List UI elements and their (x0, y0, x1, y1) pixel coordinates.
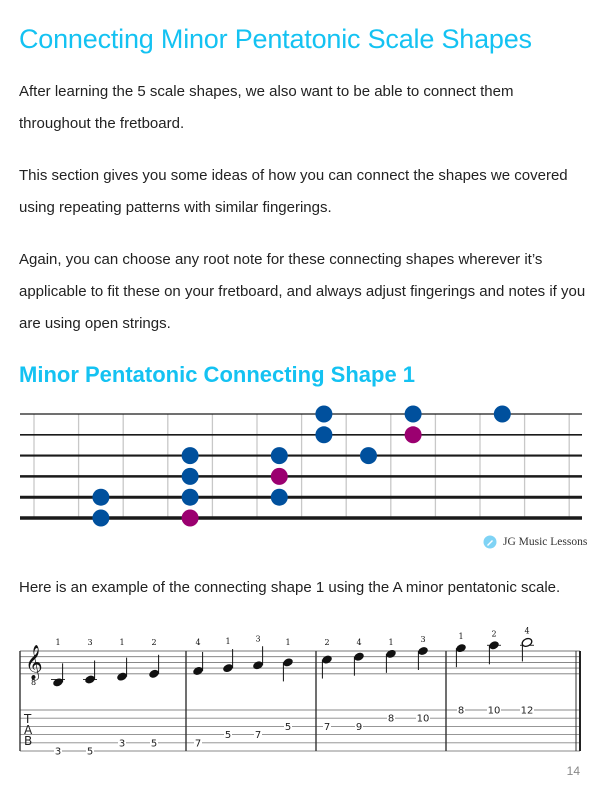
tab-fret-number: 3 (54, 746, 62, 758)
tab-fret-number: 7 (323, 721, 331, 733)
finger-number: 1 (119, 638, 125, 647)
tab-fret-number: 9 (355, 721, 363, 733)
finger-number: 1 (458, 632, 464, 642)
scale-note-dot (92, 510, 109, 527)
finger-number: 1 (225, 637, 231, 647)
scale-note-dot (271, 489, 288, 506)
finger-number: 1 (55, 638, 61, 647)
tab-fret-number: 7 (254, 730, 262, 742)
tab-clef-letter: T (24, 712, 32, 726)
guitar-logo-icon (483, 535, 497, 549)
finger-number: 1 (285, 638, 291, 647)
tab-fret-number: 3 (118, 738, 126, 750)
tab-fret-number: 5 (150, 738, 158, 750)
intro-paragraph-3: Again, you can choose any root note for these connecting shapes wherever it’s applicable to fit these on your fretboard, and always adjust fingerings and notes if you are using open strings. (19, 251, 586, 332)
octave-marker: 8 (31, 678, 37, 687)
finger-number: 4 (356, 638, 362, 647)
finger-number: 2 (151, 638, 157, 647)
finger-number: 2 (324, 638, 330, 647)
scale-note-dot (271, 447, 288, 464)
logo-text: JG Music Lessons (503, 536, 588, 548)
finger-number: 4 (524, 626, 530, 636)
fretboard-diagram (0, 395, 600, 535)
tab-fret-number: 10 (487, 705, 501, 717)
scale-note-dot (360, 447, 377, 464)
page-title: Connecting Minor Pentatonic Scale Shapes (19, 24, 532, 54)
treble-clef-icon: 𝄞 (25, 645, 43, 680)
tab-fret-number: 10 (416, 713, 430, 725)
scale-note-dot (405, 406, 422, 423)
finger-number: 3 (420, 635, 426, 644)
tab-fret-number: 8 (457, 705, 465, 717)
tab-clef-letter: A (24, 723, 33, 737)
tab-fret-number: 8 (387, 713, 395, 725)
root-note-dot (271, 468, 288, 485)
section-title: Minor Pentatonic Connecting Shape 1 (19, 362, 416, 387)
tab-fret-number: 5 (86, 746, 94, 758)
scale-note-dot (182, 489, 199, 506)
finger-number: 2 (491, 629, 497, 639)
root-note-dot (182, 510, 199, 527)
finger-number: 1 (388, 637, 394, 647)
intro-paragraph-1: After learning the 5 scale shapes, we also want to be able to connect them throughout the fretboard. (19, 83, 514, 132)
scale-note-dot (494, 406, 511, 423)
root-note-dot (405, 426, 422, 443)
scale-note-dot (315, 426, 332, 443)
brand-logo (483, 535, 587, 549)
finger-number: 3 (255, 634, 261, 644)
music-score (0, 615, 600, 765)
scale-note-dot (92, 489, 109, 506)
tab-fret-number: 12 (520, 705, 534, 717)
scale-note-dot (315, 406, 332, 423)
example-text: Here is an example of the connecting shape 1 using the A minor pentatonic scale. (19, 579, 561, 596)
tab-clef-letter: B (24, 734, 33, 748)
finger-number: 4 (195, 638, 201, 647)
page-number: 14 (566, 764, 580, 778)
scale-note-dot (182, 468, 199, 485)
scale-note-dot (182, 447, 199, 464)
intro-paragraph-2: This section gives you some ideas of how you can connect the shapes we covered using repeating patterns with similar fingerings. (19, 167, 568, 216)
finger-number: 3 (87, 638, 93, 647)
tab-fret-number: 7 (194, 738, 202, 750)
tab-fret-number: 5 (284, 721, 292, 733)
tab-fret-number: 5 (224, 730, 232, 742)
